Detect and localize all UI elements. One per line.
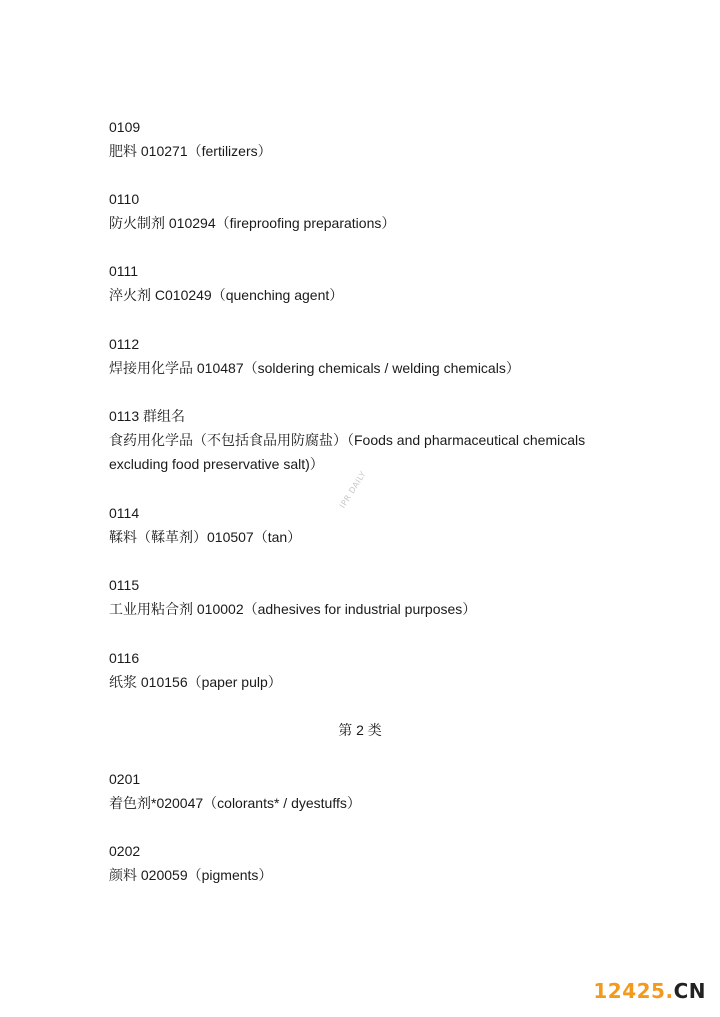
entry-code: 0114 [109,505,140,521]
entry-text: 着色剂*020047（colorants* / dyestuffs） [109,795,361,811]
entry-text: 食药用化学品（不包括食品用防腐盐）（Foods and pharmaceutical chemicals [109,432,586,448]
logo-dot: . [665,979,674,1003]
entry-code: 0109 [109,119,141,135]
entry-text: 颜料 020059（pigments） [109,867,273,883]
site-logo [593,979,706,1003]
entry-text-continued: excluding food preservative salt)） [109,456,324,472]
class-heading: 第 2 类 [338,722,382,738]
entry-text: 淬火剂 C010249（quenching agent） [109,287,344,303]
entry-0111 [109,259,649,307]
entry-0109 [109,115,649,163]
entry-text: 工业用粘合剂 010002（adhesives for industrial purposes） [109,601,477,617]
entry-code: 0111 [109,263,139,279]
entry-code: 0116 [109,650,140,666]
entry-0202 [109,839,649,887]
entry-0201 [109,767,649,815]
entry-0116 [109,646,649,694]
entry-code: 0113 群组名 [109,408,185,424]
watermark: IPR DAILY [338,469,368,510]
entry-code: 0110 [109,191,140,207]
entry-code: 0115 [109,577,140,593]
entry-text: 纸浆 010156（paper pulp） [109,674,282,690]
entry-code: 0112 [109,336,140,352]
entry-code: 0202 [109,843,141,859]
entry-text: 防火制剂 010294（fireproofing preparations） [109,215,396,231]
entry-0113 [109,404,649,476]
entry-text: 鞣料（鞣革剂）010507（tan） [109,529,302,545]
entry-code: 0201 [109,771,141,787]
logo-number: 12425 [593,979,666,1003]
entry-0110 [109,187,649,235]
entry-0112 [109,332,649,380]
entry-text: 焊接用化学品 010487（soldering chemicals / welding chemicals） [109,360,520,376]
entry-0115 [109,573,649,621]
entry-text: 肥料 010271（fertilizers） [109,143,272,159]
logo-suffix: CN [673,979,706,1003]
entry-0114 [109,501,649,549]
